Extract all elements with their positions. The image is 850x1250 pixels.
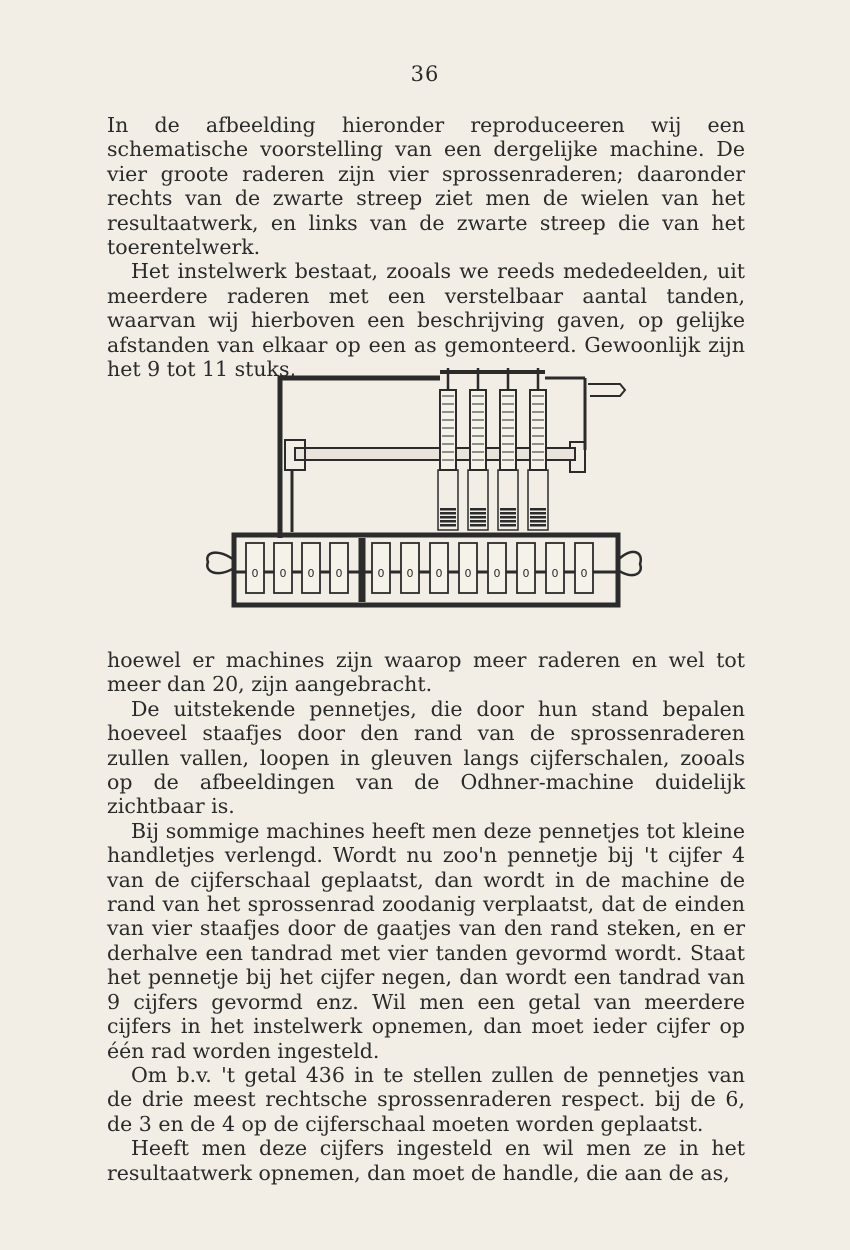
sprocket-base-bar <box>470 520 486 523</box>
sprocket-base-bar <box>500 520 516 523</box>
calculating-machine-icon <box>200 360 650 625</box>
counter-wheel-digit: 0 <box>251 567 259 580</box>
paragraph-5: Bij sommige machines heeft men deze pennetjes tot kleine handletjes verlengd. Wordt nu zoo'n pennetje bij 't cijfer 4 van de cijferschaal geplaatst, dan wordt in de machine de rand van het sprossenrad zoodanig verplaatst, dat de einden van vier staafjes door de gaatjes van den rand steken, en er derhalve een tandrad met vier tanden gevormd wordt. Staat het pennetje bij het cijfer negen, dan wordt een tandrad van 9 cijfers gevormd enz. Wil men een getal van meerdere cijfers in het instelwerk opnemen, dan moet ieder cijfer op één rad worden ingesteld. <box>107 818 745 1063</box>
sprocket-wheel <box>530 390 546 470</box>
page-number: 36 <box>410 62 440 86</box>
sprocket-base-bar <box>530 516 546 519</box>
counter-wheel-digit: 0 <box>279 567 287 580</box>
result-wheel-digit: 0 <box>435 567 443 580</box>
sprocket-base-bar <box>500 512 516 515</box>
result-wheel-digit: 0 <box>522 567 530 580</box>
result-wheel-digit: 0 <box>377 567 385 580</box>
crank-handle-icon <box>588 384 625 396</box>
paragraph-3: hoewel er machines zijn waarop meer raderen en wel tot meer dan 20, zijn aangebracht. <box>107 648 745 697</box>
sprocket-base-bar <box>440 520 456 523</box>
counter-wheel-digit: 0 <box>307 567 315 580</box>
result-wheel-digit: 0 <box>464 567 472 580</box>
sprocket-base-bar <box>440 508 456 511</box>
sprocket-base-bar <box>440 516 456 519</box>
sprocket-wheel <box>500 390 516 470</box>
sprocket-base-bar <box>500 524 516 527</box>
sprocket-base-bar <box>470 508 486 511</box>
sprocket-wheel <box>470 390 486 470</box>
bottom-text-block <box>107 648 745 1185</box>
sprocket-wheel <box>440 390 456 470</box>
machine-schematic-figure <box>200 360 650 625</box>
sprocket-base-bar <box>530 508 546 511</box>
paragraph-2: Het instelwerk bestaat, zooals we reeds mededeelden, uit meerdere raderen met een verstelbaar aantal tanden, waarvan wij hierboven een beschrijving gaven, op gelijke afstanden van elkaar op een as gemonteerd. Gewoonlijk zijn het 9 tot 11 stuks, <box>107 259 745 382</box>
sprocket-base-bar <box>470 512 486 515</box>
sprocket-base-bar <box>530 520 546 523</box>
sprocket-base-bar <box>440 524 456 527</box>
sprocket-base-bar <box>470 524 486 527</box>
top-text-block <box>107 113 745 381</box>
counter-wheel-digit: 0 <box>335 567 343 580</box>
sprocket-base-bar <box>530 512 546 515</box>
sprocket-base-bar <box>500 508 516 511</box>
sprocket-base-bar <box>500 516 516 519</box>
result-wheel-digit: 0 <box>493 567 501 580</box>
right-wing-nut-icon <box>618 552 641 575</box>
sprocket-base-bar <box>440 512 456 515</box>
left-wing-nut-icon <box>207 553 234 574</box>
paragraph-1: In de afbeelding hieronder reproduceeren wij een schematische voorstelling van een dergelijke machine. De vier groote raderen zijn vier sprossenraderen; daaronder rechts van de zwarte streep ziet men de wielen van het resultaatwerk, en links van de zwarte streep die van het toerentelwerk. <box>107 113 745 260</box>
paragraph-6: Om b.v. 't getal 436 in te stellen zullen de pennetjes van de drie meest rechtsche sprossenraderen respect. bij de 6, de 3 en de 4 op de cijferschaal moeten worden geplaatst. <box>107 1062 745 1136</box>
sprocket-base-bar <box>530 524 546 527</box>
paragraph-4: De uitstekende pennetjes, die door hun stand bepalen hoeveel staafjes door den rand van de sprossenraderen zullen vallen, loopen in gleuven langs cijferschalen, zooals op de afbeeldingen van de Odhner-machine duidelijk zichtbaar is. <box>107 696 745 819</box>
result-wheel-digit: 0 <box>406 567 414 580</box>
paragraph-7: Heeft men deze cijfers ingesteld en wil men ze in het resultaatwerk opnemen, dan moet de handle, die aan de as, <box>107 1136 745 1185</box>
sprocket-base-bar <box>470 516 486 519</box>
result-wheel-digit: 0 <box>551 567 559 580</box>
result-wheel-digit: 0 <box>580 567 588 580</box>
